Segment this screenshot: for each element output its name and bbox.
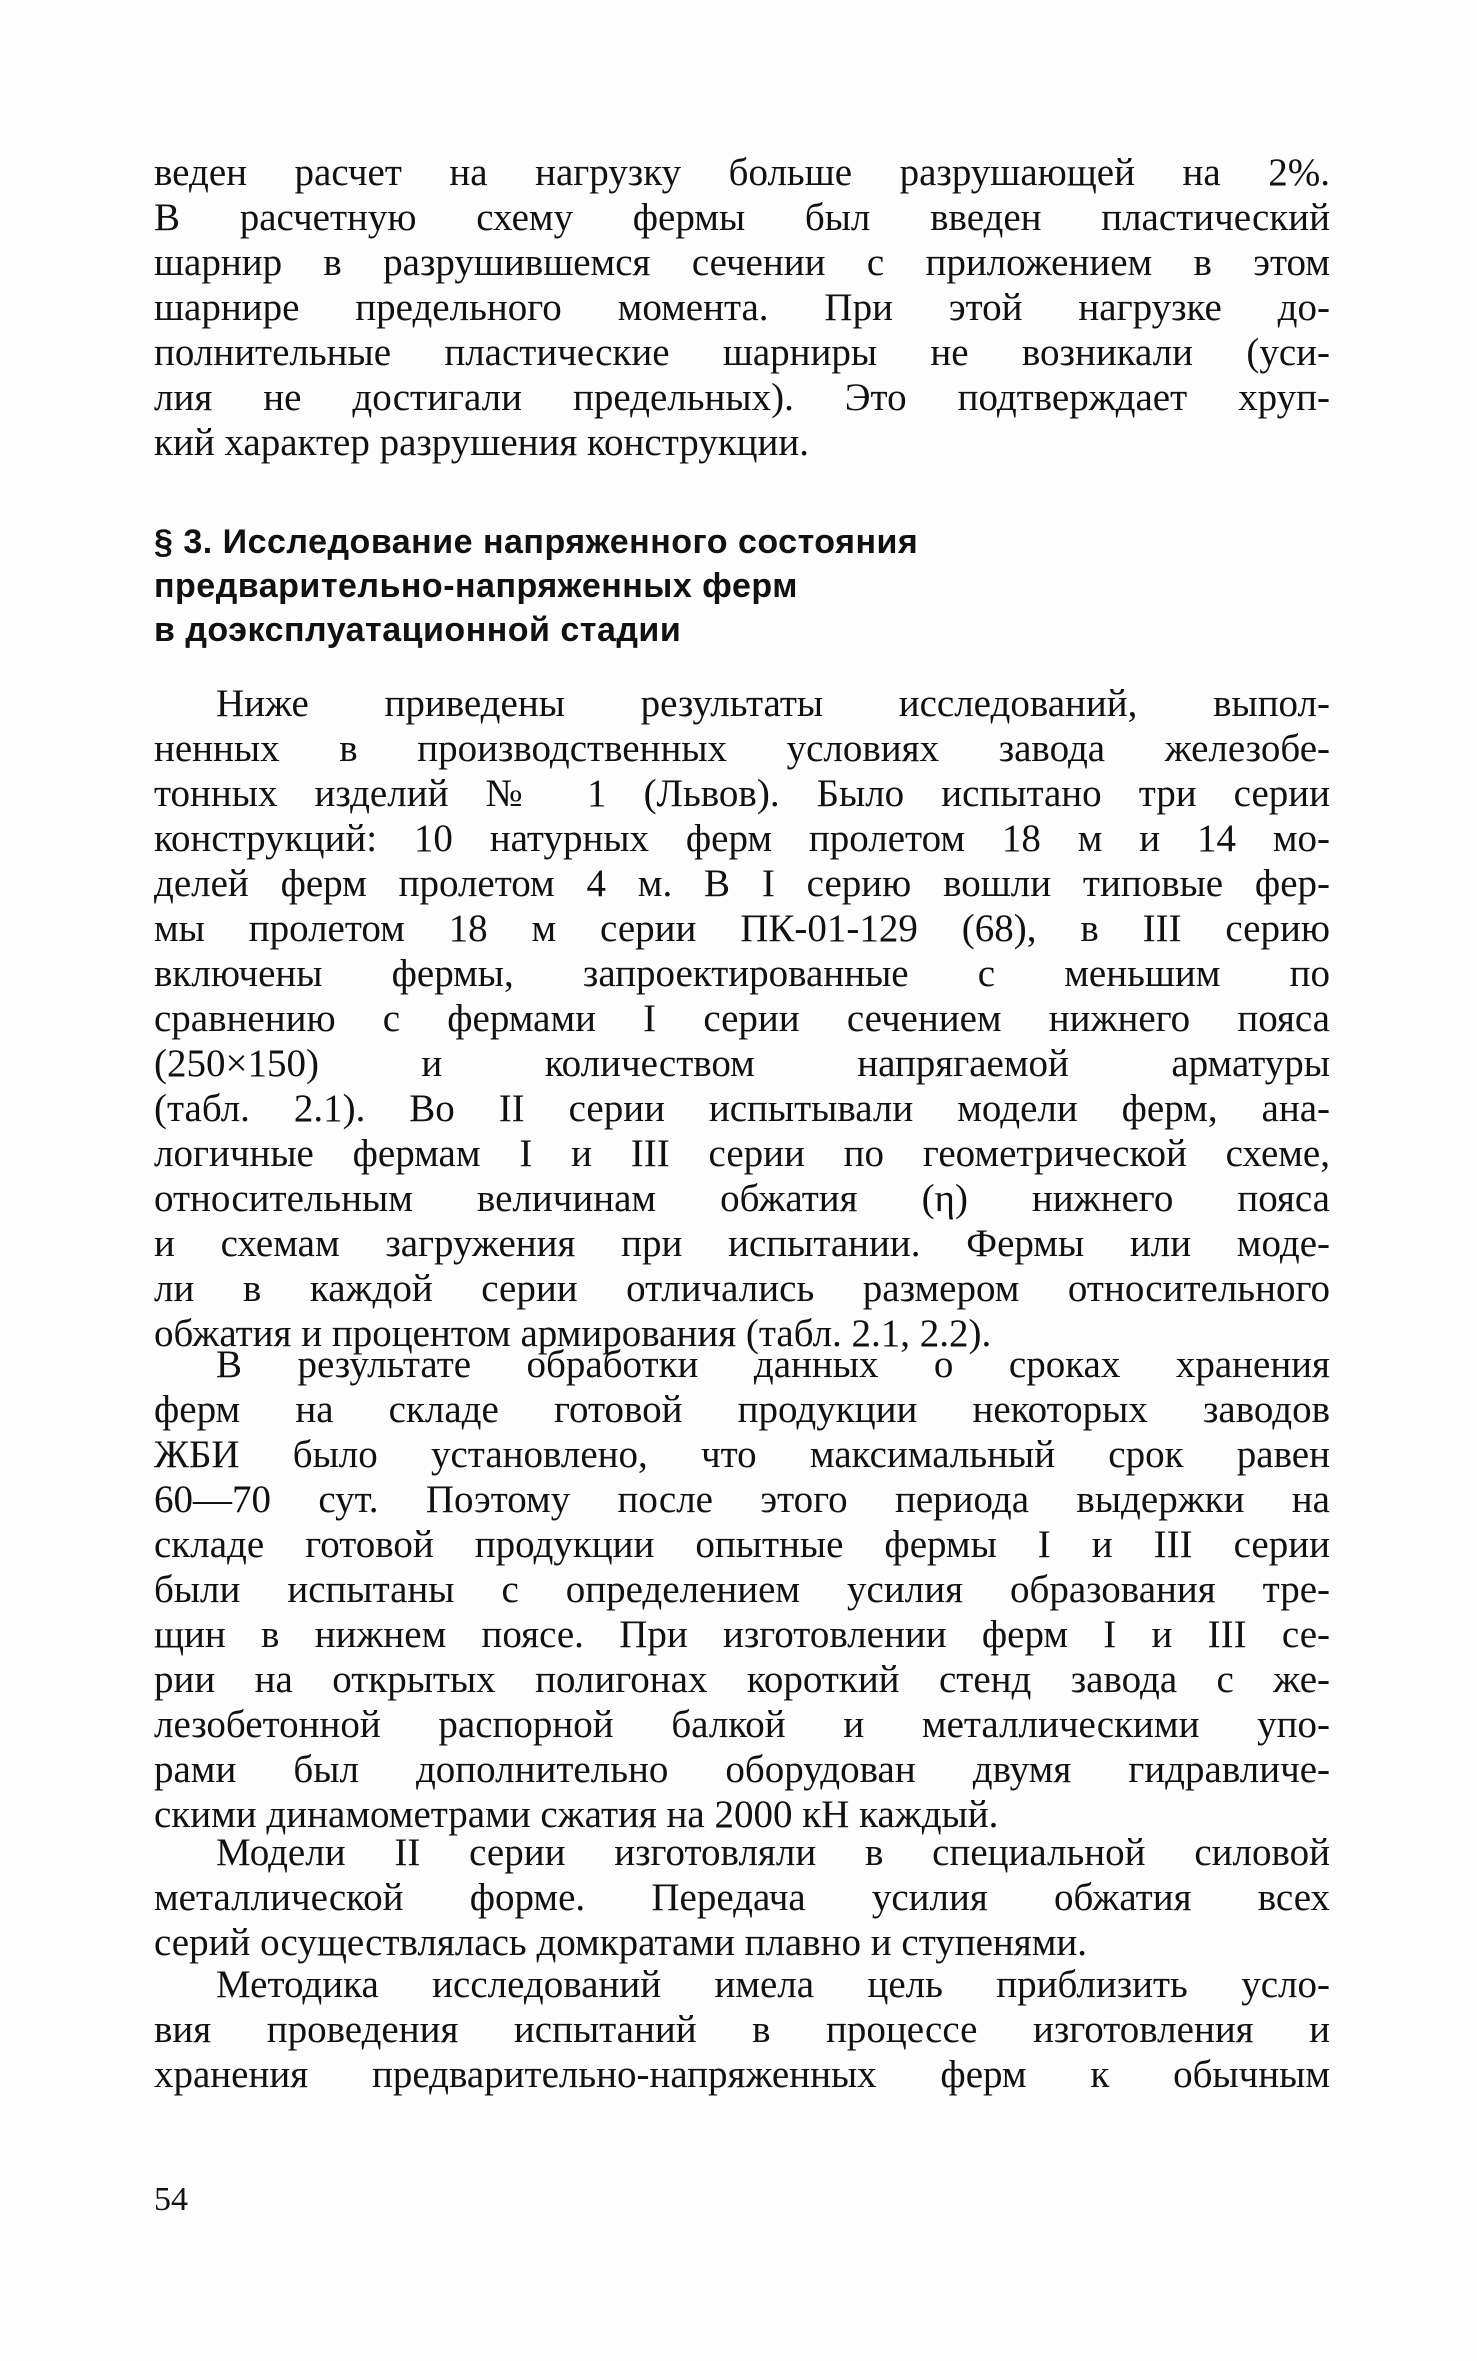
text-line: обжатия и процентом армирования (табл. 2.1, 2.2). <box>154 1312 992 1355</box>
text-line: шарнире предельного момента. При этой нагрузке до- <box>154 286 1330 329</box>
text-line: веден расчет на нагрузку больше разрушающей на 2%. <box>154 151 1330 194</box>
text-line: конструкций: 10 натурных ферм пролетом 18 м и 14 мо- <box>154 817 1330 860</box>
text-line: ЖБИ было установлено, что максимальный срок равен <box>154 1433 1330 1476</box>
text-line: были испытаны с определением усилия образования тре- <box>154 1568 1330 1611</box>
page-number: 54 <box>154 2181 188 2218</box>
heading-line: предварительно-напряженных ферм <box>154 567 798 605</box>
text-line: металлической форме. Передача усилия обжатия всех <box>154 1876 1330 1919</box>
text-line: В расчетную схему фермы был введен пластический <box>154 196 1330 239</box>
text-line: (250×150) и количеством напрягаемой арматуры <box>154 1042 1330 1085</box>
text-line: серий осуществлялась домкратами плавно и ступенями. <box>154 1921 1088 1964</box>
text-line: хранения предварительно-напряженных ферм к обычным <box>154 2053 1330 2096</box>
text-line: скими динамометрами сжатия на 2000 кН каждый. <box>154 1793 999 1836</box>
text-line: Методика исследований имела цель приблизить усло- <box>216 1963 1330 2006</box>
paragraph-2 <box>154 1342 1330 1837</box>
heading-line: § 3. Исследование напряженного состояния <box>154 523 919 561</box>
top-paragraph <box>154 150 1330 465</box>
text-line: складе готовой продукции опытные фермы I и III серии <box>154 1523 1330 1566</box>
text-line: тонных изделий № 1 (Львов). Было испытано три серии <box>154 772 1330 815</box>
section-heading <box>154 520 1330 652</box>
paragraph-1 <box>154 681 1330 1356</box>
text-line: делей ферм пролетом 4 м. В I серию вошли типовые фер- <box>154 862 1330 905</box>
text-line: лезобетонной распорной балкой и металлическими упо- <box>154 1703 1330 1746</box>
text-line: рами был дополнительно оборудован двумя гидравличе- <box>154 1748 1330 1791</box>
text-line: 60—70 сут. Поэтому после этого периода выдержки на <box>154 1478 1330 1521</box>
text-line: лия не достигали предельных). Это подтверждает хруп- <box>154 376 1330 419</box>
text-line: щин в нижнем поясе. При изготовлении ферм I и III се- <box>154 1613 1330 1656</box>
text-line: полнительные пластические шарниры не возникали (уси- <box>154 331 1330 374</box>
text-line: шарнир в разрушившемся сечении с приложением в этом <box>154 241 1330 284</box>
text-line: и схемам загружения при испытании. Фермы или моде- <box>154 1222 1330 1265</box>
text-line: мы пролетом 18 м серии ПК-01-129 (68), в III серию <box>154 907 1330 950</box>
text-line: относительным величинам обжатия (η) нижнего пояса <box>154 1177 1330 1220</box>
text-line: (табл. 2.1). Во II серии испытывали модели ферм, ана- <box>154 1087 1330 1130</box>
text-line: Модели II серии изготовляли в специальной силовой <box>216 1831 1330 1874</box>
text-line: вия проведения испытаний в процессе изготовления и <box>154 2008 1330 2051</box>
text-line: ферм на складе готовой продукции некоторых заводов <box>154 1388 1330 1431</box>
paragraph-4 <box>154 1962 1330 2097</box>
text-line: рии на открытых полигонах короткий стенд завода с же- <box>154 1658 1330 1701</box>
text-line: ли в каждой серии отличались размером относительного <box>154 1267 1330 1310</box>
text-line: логичные фермам I и III серии по геометрической схеме, <box>154 1132 1330 1175</box>
text-line: сравнению с фермами I серии сечением нижнего пояса <box>154 997 1330 1040</box>
text-line: включены фермы, запроектированные с меньшим по <box>154 952 1330 995</box>
text-line: Ниже приведены результаты исследований, выпол- <box>216 682 1330 725</box>
paragraph-3 <box>154 1830 1330 1965</box>
text-line: кий характер разрушения конструкции. <box>154 421 810 464</box>
heading-line: в доэксплуатационной стадии <box>154 611 682 649</box>
text-line: ненных в производственных условиях завода железобе- <box>154 727 1330 770</box>
text-line: В результате обработки данных о сроках хранения <box>216 1343 1330 1386</box>
